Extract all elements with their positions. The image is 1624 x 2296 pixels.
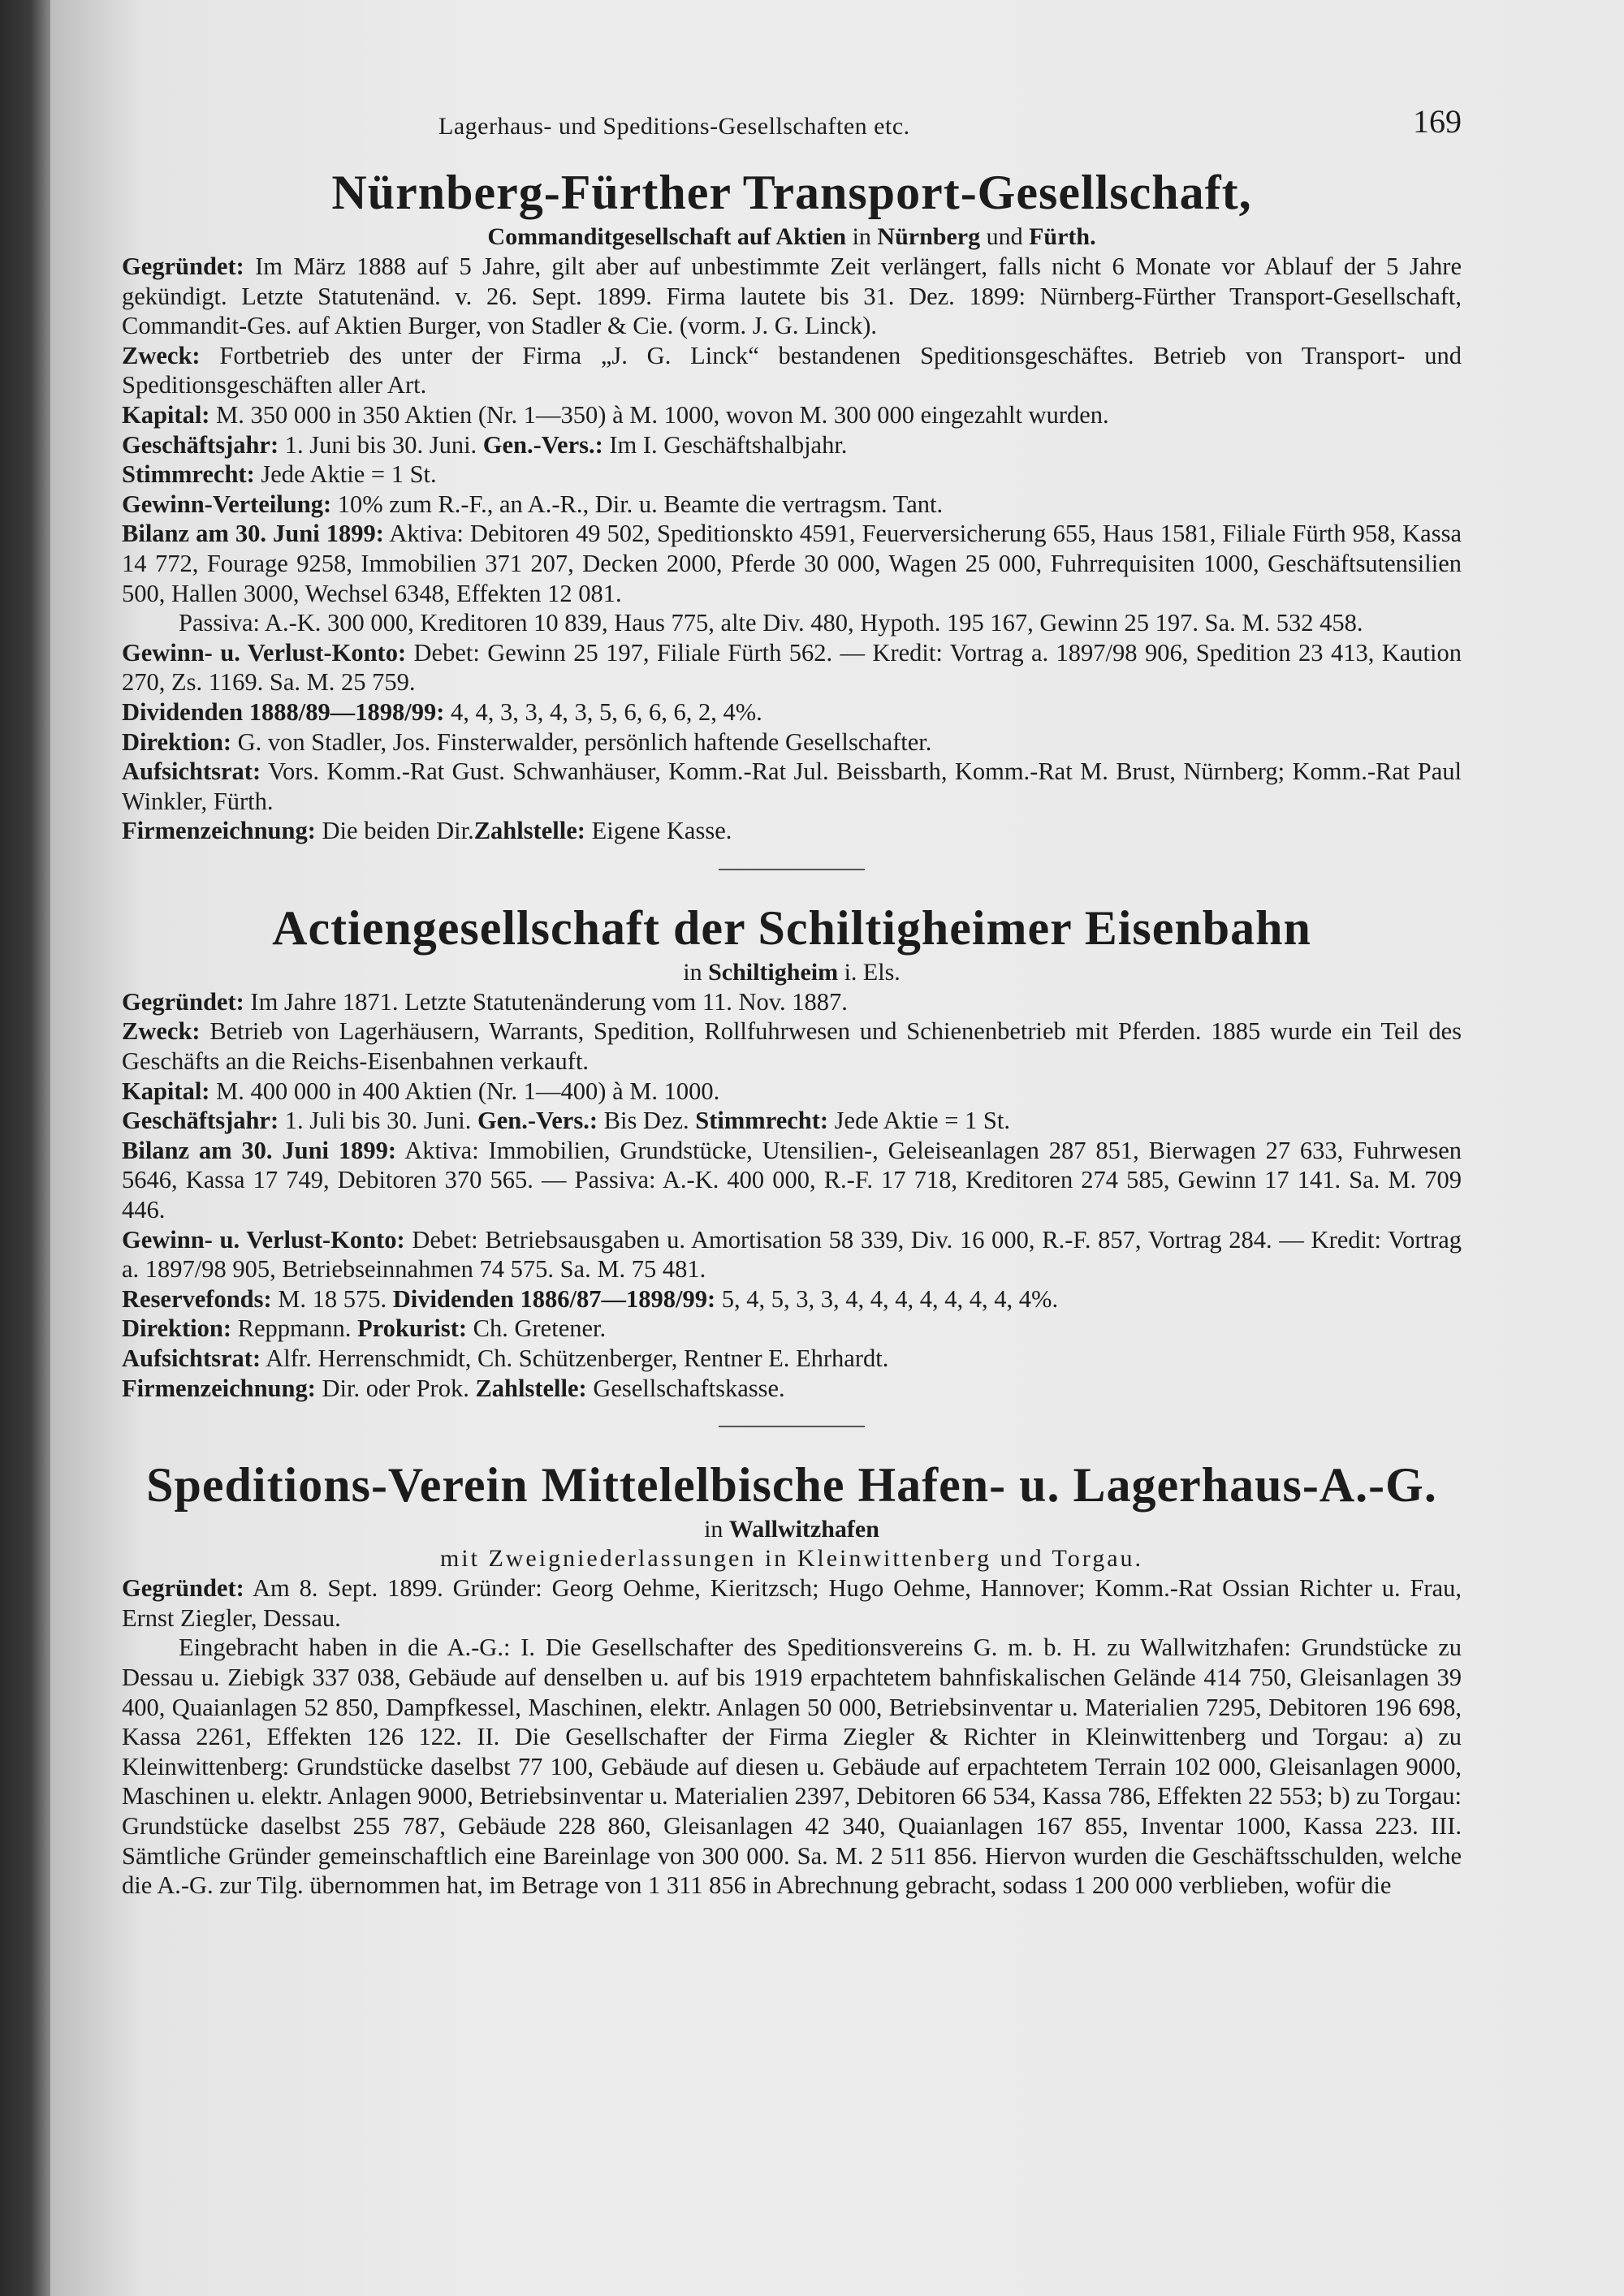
entry-paragraph — [122, 1284, 1462, 1314]
subtitle-place: Schiltigheim — [708, 958, 839, 986]
entry-text: 1. Juni bis 30. Juni. — [279, 430, 483, 459]
entry-paragraph — [122, 400, 1462, 430]
entry-list — [122, 987, 1462, 1403]
entry-label: Prokurist: — [357, 1314, 468, 1343]
entry-label: Gegründet: — [122, 1574, 244, 1603]
entry-text: Debet: Gewinn 25 197, Filiale Fürth 562. — Kredit: Vortrag a. 1897/98 906, Spedition 23 413, Kaution 270, Zs. 1169. Sa. M. 25 759. — [122, 638, 1462, 697]
entry-paragraph — [122, 519, 1462, 608]
entry-paragraph — [122, 608, 1462, 638]
entry-label: Zweck: — [122, 1017, 201, 1046]
entry-list — [122, 252, 1462, 846]
entry-text: Die beiden Dir. — [315, 817, 474, 845]
entry-text: Alfr. Herrenschmidt, Ch. Schützenberger, Rentner E. Ehrhardt. — [261, 1344, 889, 1372]
section-subtitle — [122, 222, 1462, 252]
section-title: Nürnberg-Fürther Transport-Gesellschaft, — [331, 166, 1252, 219]
entry-label: Bilanz am 30. Juni 1899: — [122, 520, 384, 548]
subtitle-place-1: Nürnberg — [877, 223, 981, 250]
entry-paragraph — [122, 987, 1462, 1017]
section-title: Actiengesellschaft der Schiltigheimer Eisenbahn — [272, 900, 1311, 955]
entry-label: Aufsichtsrat: — [122, 1344, 261, 1372]
entry-paragraph — [122, 490, 1462, 520]
subtitle-place-2: Fürth. — [1029, 223, 1096, 250]
entry-label: Zahlstelle: — [473, 817, 585, 845]
entry-label: Gen.-Vers.: — [482, 430, 603, 459]
entry-text: 10% zum R.-F., an A.-R., Dir. u. Beamte die vertragsm. Tant. — [331, 490, 944, 518]
entry-label: Direktion: — [122, 1314, 231, 1343]
entry-label: Gewinn-Verteilung: — [122, 490, 332, 518]
entry-text: Aktiva: Debitoren 49 502, Speditionskto 4591, Feuerversicherung 655, Haus 1581, Filiale Fürth 958, Kassa 14 772, Fourage 9258, Immobilien 371 207, Decken 2000, Pferde 30 000, Wagen 25 000, Fuhrrequisiten 1000, Geschäftsutensilien 500, Hallen 3000, Wechsel 6348, Effekten 12 081. — [122, 520, 1462, 607]
entry-text: Betrieb von Lagerhäusern, Warrants, Spedition, Rollfuhrwesen und Schienenbetrieb mit Pferden. 1885 wurde ein Teil des Geschäfts an die Reichs-Eisenbahnen verkauft. — [122, 1017, 1462, 1076]
entry-text: Im März 1888 auf 5 Jahre, gilt aber auf unbestimmte Zeit verlängert, falls nicht 6 Monate vor Ablauf der 5 Jahre gekündigt. Letzte Statutenänd. v. 26. Sept. 1899. Firma lautete bis 31. Dez. 1899: Nürnberg-Fürther Transport-Gesellschaft, Commandit-Ges. auf Aktien Burger, von Stadler & Cie. (vorm. J. G. Linck). — [122, 252, 1462, 340]
entry-label: Geschäftsjahr: — [122, 1107, 279, 1135]
page-content — [122, 103, 1462, 1901]
entry-text: Ch. Gretener. — [467, 1314, 607, 1343]
entry-text: Bis Dez. — [598, 1107, 696, 1135]
entry-text: Dir. oder Prok. — [315, 1374, 476, 1402]
entry-paragraph — [122, 757, 1462, 816]
entry-label: Bilanz am 30. Juni 1899: — [122, 1136, 397, 1164]
entry-text: Am 8. Sept. 1899. Gründer: Georg Oehme, Kieritzsch; Hugo Oehme, Hannover; Komm.-Rat Ossian Richter u. Frau, Ernst Ziegler, Dessau. — [122, 1574, 1462, 1632]
entry-paragraph — [122, 341, 1462, 400]
entry-label: Reservefonds: — [122, 1284, 272, 1313]
section-speditions-verein — [122, 1457, 1462, 1901]
entry-label: Firmenzeichnung: — [122, 817, 316, 845]
entry-text: Jede Aktie = 1 St. — [828, 1107, 1010, 1135]
entry-label: Kapital: — [122, 1077, 210, 1105]
entry-label: Gen.-Vers.: — [477, 1107, 598, 1135]
section-subtitle — [122, 1515, 1462, 1544]
running-head-title: Lagerhaus- und Speditions-Gesellschaften etc. — [438, 113, 910, 140]
entry-list — [122, 1573, 1462, 1901]
page-number: 169 — [1413, 103, 1462, 140]
entry-label: Zweck: — [122, 341, 201, 369]
entry-text: Aktiva: Immobilien, Grundstücke, Utensilien-, Geleiseanlagen 287 851, Bierwagen 27 633, Fuhrwesen 5646, Kassa 17 749, Debitoren 370 565. — Passiva: A.-K. 400 000, R.-F. 17 718, Kreditoren 274 585, Gewinn 17 141. Sa. M. 709 446. — [122, 1136, 1462, 1224]
entry-label: Dividenden 1888/89—1898/99: — [122, 697, 445, 726]
entry-text: Gesellschaftskasse. — [586, 1374, 785, 1402]
entry-text: Passiva: A.-K. 300 000, Kreditoren 10 839, Haus 775, alte Div. 480, Hypoth. 195 167, Gewinn 25 197. Sa. M. 532 458. — [179, 609, 1363, 637]
entry-label: Gegründet: — [122, 252, 244, 280]
running-head — [122, 103, 1462, 154]
entry-paragraph — [122, 1374, 1462, 1404]
entry-text: Jede Aktie = 1 St. — [254, 460, 437, 489]
subtitle-in: in — [704, 1516, 729, 1543]
entry-paragraph — [122, 460, 1462, 490]
entry-label: Stimmrecht: — [122, 460, 255, 489]
subtitle-in: in — [683, 958, 709, 986]
entry-paragraph — [122, 727, 1462, 757]
entry-paragraph — [122, 1314, 1462, 1344]
entry-label: Kapital: — [122, 400, 210, 429]
entry-label: Direktion: — [122, 727, 231, 756]
entry-paragraph — [122, 1077, 1462, 1107]
entry-text: G. von Stadler, Jos. Finsterwalder, persönlich haftende Gesellschafter. — [231, 727, 932, 756]
entry-paragraph — [122, 697, 1462, 727]
section-nuernberg-fuerther — [122, 164, 1462, 846]
entry-text: Reppmann. — [231, 1314, 358, 1343]
entry-text: Debet: Betriebsausgaben u. Amortisation 58 339, Div. 16 000, R.-F. 857, Vortrag 284. — Kredit: Vortrag a. 1897/98 905, Betriebseinnahmen 74 575. Sa. M. 75 481. — [122, 1225, 1462, 1284]
section-subtitle — [122, 958, 1462, 987]
entry-text: Eingebracht haben in die A.-G.: I. Die Gesellschafter des Speditionsvereins G. m. b. H. zu Wallwitzhafen: Grundstücke zu Dessau u. Ziebigk 337 038, Gebäude auf denselben u. auf bis 1919 erpachtetem bahnfiskalischen Gelände 414 750, Gleisanlagen 39 400, Quaianlagen 52 850, Dampfkessel, Maschinen, elektr. Anlagen 50 000, Betriebsinventar u. Materialien 7295, Debitoren 196 698, Kassa 2261, Effekten 126 122. II. Die Gesellschafter der Firma Ziegler & Richter in Kleinwittenberg und Torgau: a) zu Kleinwittenberg: Grundstücke daselbst 77 100, Gebäude auf diesen u. Gebäude auf erpachtetem Terrain 102 000, Gleisanlagen 9000, Maschinen u. elektr. Anlagen 9000, Betriebsinventar u. Materialien 2397, Debitoren 66 534, Kassa 786, Effekten 22 553; b) zu Torgau: Grundstücke daselbst 255 787, Gebäude 228 860, Gleisanlagen 42 340, Quaianlagen 167 855, Inventar 1000, Kassa 223. III. Sämtliche Gründer gemeinschaftlich eine Bareinlage von 300 000. Sa. M. 2 511 856. Hiervon wurden die Geschäftsschulden, welche die A.-G. zur Tilg. übernommen hat, im Betrage von 1 311 856 in Abrechnung gebracht, sodass 1 200 000 verblieben, wofür die — [122, 1634, 1462, 1900]
entry-label: Gewinn- u. Verlust-Konto: — [122, 638, 407, 667]
entry-text: Eigene Kasse. — [585, 817, 732, 845]
entry-label: Zahlstelle: — [475, 1374, 587, 1402]
entry-paragraph — [122, 1016, 1462, 1076]
subtitle-rest: i. Els. — [838, 958, 901, 986]
entry-text: M. 400 000 in 400 Aktien (Nr. 1—400) à M. 1000. — [209, 1077, 720, 1105]
subtitle-and: und — [980, 223, 1030, 250]
entry-label: Gewinn- u. Verlust-Konto: — [122, 1225, 405, 1254]
entry-label: Geschäftsjahr: — [122, 430, 279, 459]
entry-text: Im Jahre 1871. Letzte Statutenänderung vom 11. Nov. 1887. — [244, 987, 848, 1016]
entry-paragraph — [122, 1136, 1462, 1225]
entry-paragraph — [122, 252, 1462, 341]
book-spine-shadow — [0, 0, 50, 2296]
section-schiltigheimer — [122, 900, 1462, 1403]
entry-text: M. 350 000 in 350 Aktien (Nr. 1—350) à M. 1000, wovon M. 300 000 eingezahlt wurden. — [209, 400, 1109, 429]
entry-text: Fortbetrieb des unter der Firma „J. G. Linck“ bestandenen Speditionsgeschäftes. Betrieb von Transport- und Speditionsgeschäften aller Art. — [122, 341, 1462, 399]
entry-paragraph — [122, 1573, 1462, 1633]
entry-label: Dividenden 1886/87—1898/99: — [392, 1284, 716, 1313]
subtitle-in: in — [846, 223, 878, 250]
entry-text: 5, 4, 5, 3, 3, 4, 4, 4, 4, 4, 4, 4, 4%. — [715, 1284, 1059, 1313]
entry-text: 1. Juli bis 30. Juni. — [279, 1107, 478, 1135]
entry-label: Aufsichtsrat: — [122, 757, 261, 786]
entry-text: M. 18 575. — [271, 1284, 393, 1313]
entry-paragraph — [122, 1344, 1462, 1374]
entry-paragraph — [122, 816, 1462, 846]
entry-paragraph — [122, 638, 1462, 697]
entry-text: 4, 4, 3, 3, 4, 3, 5, 6, 6, 6, 2, 4%. — [444, 697, 762, 726]
subtitle-place: Wallwitzhafen — [728, 1516, 879, 1543]
section-divider — [719, 1426, 865, 1427]
section-subtitle-branches: mit Zweigniederlassungen in Kleinwittenberg und Torgau. — [439, 1545, 1144, 1573]
entry-label: Firmenzeichnung: — [122, 1374, 316, 1402]
entry-label: Gegründet: — [122, 987, 244, 1016]
entry-text: Vors. Komm.-Rat Gust. Schwanhäuser, Komm.-Rat Jul. Beissbarth, Komm.-Rat M. Brust, Nürnberg; Komm.-Rat Paul Winkler, Fürth. — [122, 757, 1462, 815]
subtitle-company-form: Commanditgesellschaft auf Aktien — [487, 223, 847, 250]
entry-paragraph — [122, 1225, 1462, 1284]
entry-paragraph — [122, 1106, 1462, 1136]
entry-paragraph — [122, 430, 1462, 460]
entry-label: Stimmrecht: — [695, 1107, 829, 1135]
entry-text: Im I. Geschäftshalbjahr. — [603, 430, 848, 459]
section-title: Speditions-Verein Mittelelbische Hafen- u. Lagerhaus-A.-G. — [146, 1458, 1437, 1513]
section-divider — [719, 869, 865, 870]
entry-paragraph — [122, 1633, 1462, 1900]
